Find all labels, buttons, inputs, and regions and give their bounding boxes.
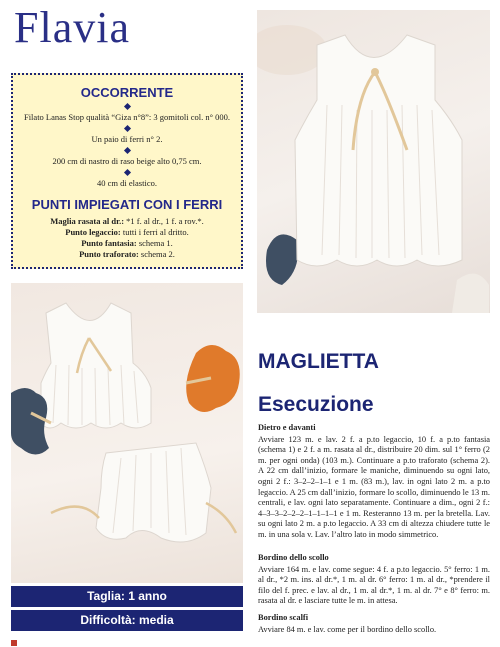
- occorrente-heading: OCCORRENTE: [80, 85, 174, 100]
- diamond-bullet-icon: [123, 169, 130, 176]
- stitch-label: Maglia rasata al dr.:: [50, 216, 125, 226]
- diamond-bullet-icon: [123, 147, 130, 154]
- stitch-line: [17, 238, 237, 249]
- stitch-text: schema 1.: [136, 238, 173, 248]
- section-text: Avviare 164 m. e lav. come segue: 4 f. a p.to legaccio. 5° ferro: 1 m. al dr., *2 m. ins. al dr.*, 1 m. al dr. 6° ferro: 1 m. al dr., *prendere il filo del f. prec. e lav. al dr., 1 m. al dr.*, 1 m. al dr. 7° e 8° ferro: m. rasata al dr. e lasciare tutte le m. in attesa.: [258, 564, 490, 606]
- difficulty-badge: Difficoltà: media: [11, 610, 243, 631]
- stitch-label: Punto traforato:: [79, 249, 139, 259]
- page-corner-mark: [11, 640, 17, 646]
- material-item: Un paio di ferri n° 2.: [91, 134, 163, 144]
- stitch-list: [17, 216, 237, 260]
- section-heading: Bordino scalfi: [258, 613, 309, 622]
- stitch-text: *1 f. al dr., 1 f. a rov.*.: [124, 216, 204, 226]
- stitch-line: [17, 249, 237, 260]
- knitted-tank-top-photo: [257, 10, 490, 313]
- size-badge: Taglia: 1 anno: [11, 586, 243, 607]
- stitch-text: tutti i ferri al dritto.: [120, 227, 189, 237]
- materials-box: [11, 73, 243, 269]
- stitch-label: Punto legaccio:: [65, 227, 121, 237]
- material-item: Filato Lanas Stop qualità “Giza n°8”: 3 gomitoli col. n° 000.: [23, 112, 231, 122]
- material-item: 40 cm di elastico.: [97, 178, 157, 188]
- diamond-bullet-icon: [123, 103, 130, 110]
- diamond-bullet-icon: [123, 125, 130, 132]
- knitted-set-with-bears-photo: [11, 283, 243, 583]
- section-dietro-davanti: [258, 423, 490, 541]
- material-item: 200 cm di nastro di raso beige alto 0,75 cm.: [52, 156, 202, 166]
- section-bordino-scollo: [258, 553, 490, 607]
- esecuzione-heading: Esecuzione: [258, 393, 374, 416]
- section-text: Avviare 84 m. e lav. come per il bordino dello scollo.: [258, 624, 437, 634]
- section-heading: Bordino dello scollo: [258, 553, 329, 562]
- stitch-line: [17, 227, 237, 238]
- garment-heading: MAGLIETTA: [258, 350, 379, 373]
- stitch-line: [17, 216, 237, 227]
- section-text: Avviare 123 m. e lav. 2 f. a p.to legaccio, 10 f. a p.to fantasia (schema 1) e 2 f. a m. rasata al dr., distribuire 20 dim. sul 1° ferro (2 m. per ogni onda) (103 m.). Continuare a p.to traforato (schema 2). A 22 cm dall’inizio, formare le maniche, diminuendo su ogni lato, ogni 2 f.: 3–2–2–1–1 e 1 m. (83 m.), lav. in ogni lato 2 m. a p.to legaccio. A 25 cm dall’inizio, formare lo scollo, diminuendo le 13 m. centrali, e lav. ogni lato separatamente. Continuare a dim., ogni 2 f.: 4–3–3–2–2–2–1–1–1–1 e 1 m. Resteranno 13 m. per la bretella. Lav. su ogni lato 2 m. a p.to legaccio. A 33 cm di altezza chiudere tutte le m. in una sola v. Lav. l’altro lato in modo simmetrico.: [258, 434, 490, 539]
- page-title: Flavia: [14, 3, 130, 52]
- punti-heading: PUNTI IMPIEGATI CON I FERRI: [31, 197, 223, 212]
- section-bordino-scalfi: [258, 613, 490, 635]
- stitch-text: schema 2.: [138, 249, 175, 259]
- stitch-label: Punto fantasia:: [81, 238, 137, 248]
- section-heading: Dietro e davanti: [258, 423, 316, 432]
